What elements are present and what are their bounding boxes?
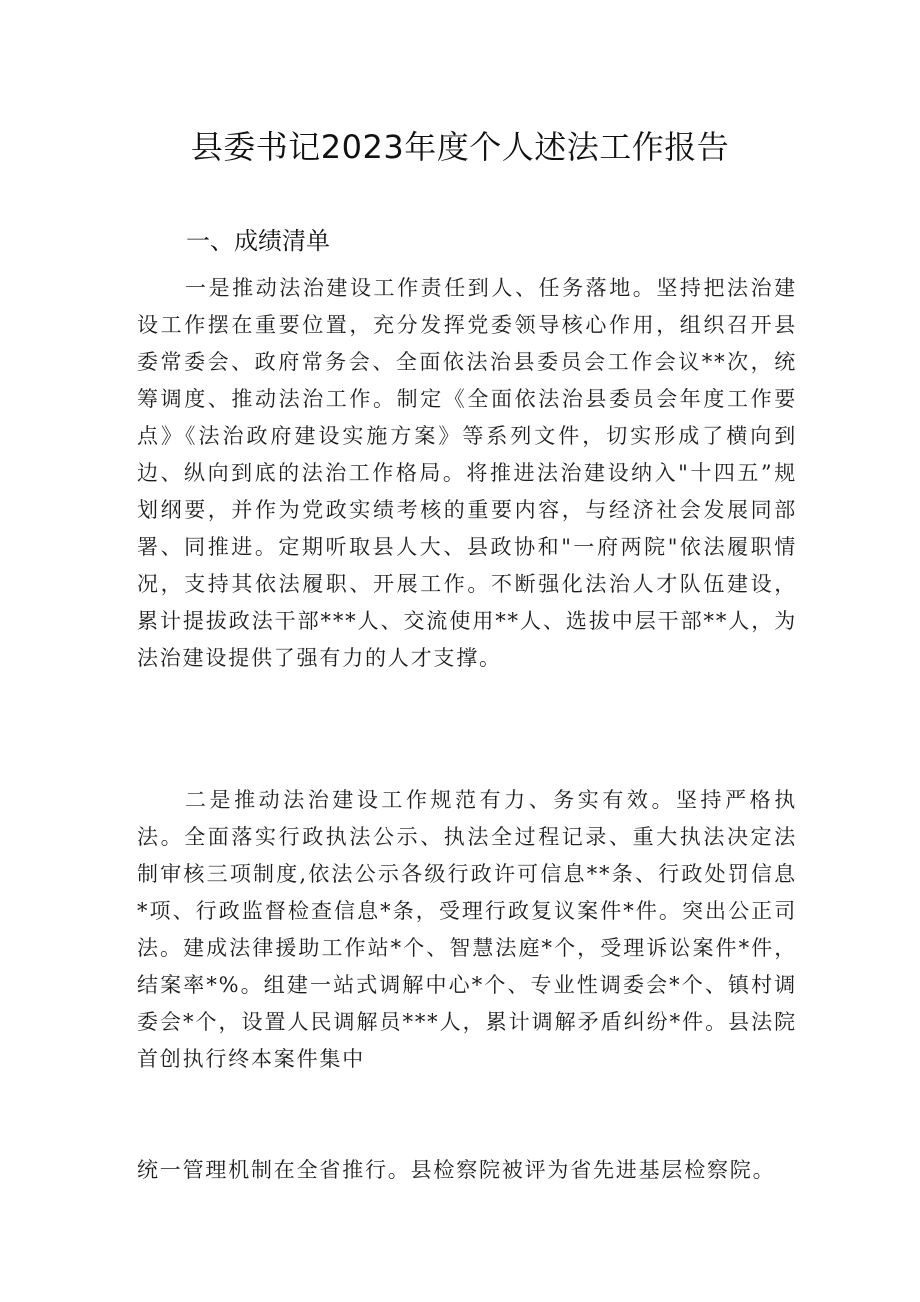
paragraph-1: 一是推动法治建设工作责任到人、任务落地。坚持把法治建设工作摆在重要位置，充分发挥党委领导核心作用，组织召开县委常委会、政府常务会、全面依法治县委员会工作会议**次，统筹调度、推动法治工作。制定《全面依法治县委员会年度工作要点》《法治政府建设实施方案》等系列文件，切实形成了横向到边、纵向到底的法治工作格局。将推进法治建设纳入"十四五”规划纲要，并作为党政实绩考核的重要内容，与经济社会发展同部署、同推进。定期听取县人大、县政协和"一府两院"依法履职情况，支持其依法履职、开展工作。不断强化法治人才队伍建设，累计提拔政法干部***人、交流使用**人、选拔中层干部**人，为法治建设提供了强有力的人才支撑。: [137, 276, 797, 670]
document-title: 县委书记2023年度个人述法工作报告: [190, 128, 730, 166]
section-heading: 一、成绩清单: [186, 227, 330, 255]
paragraph-2: 二是推动法治建设工作规范有力、务实有效。坚持严格执法。全面落实行政执法公示、执法全过程记录、重大执法决定法制审核三项制度,依法公示各级行政许可信息**条、行政处罚信息*项、行政监督检查信息*条，受理行政复议案件*件。突出公正司法。建成法律援助工作站*个、智慧法庭*个，受理诉讼案件*件，结案率*%。组建一站式调解中心*个、专业性调委会*个、镇村调委会*个，设置人民调解员***人，累计调解矛盾纠纷*件。县法院首创执行终本案件集中: [137, 788, 797, 1071]
paragraph-3: 统一管理机制在全省推行。县检察院被评为省先进基层检察院。: [137, 1158, 776, 1182]
